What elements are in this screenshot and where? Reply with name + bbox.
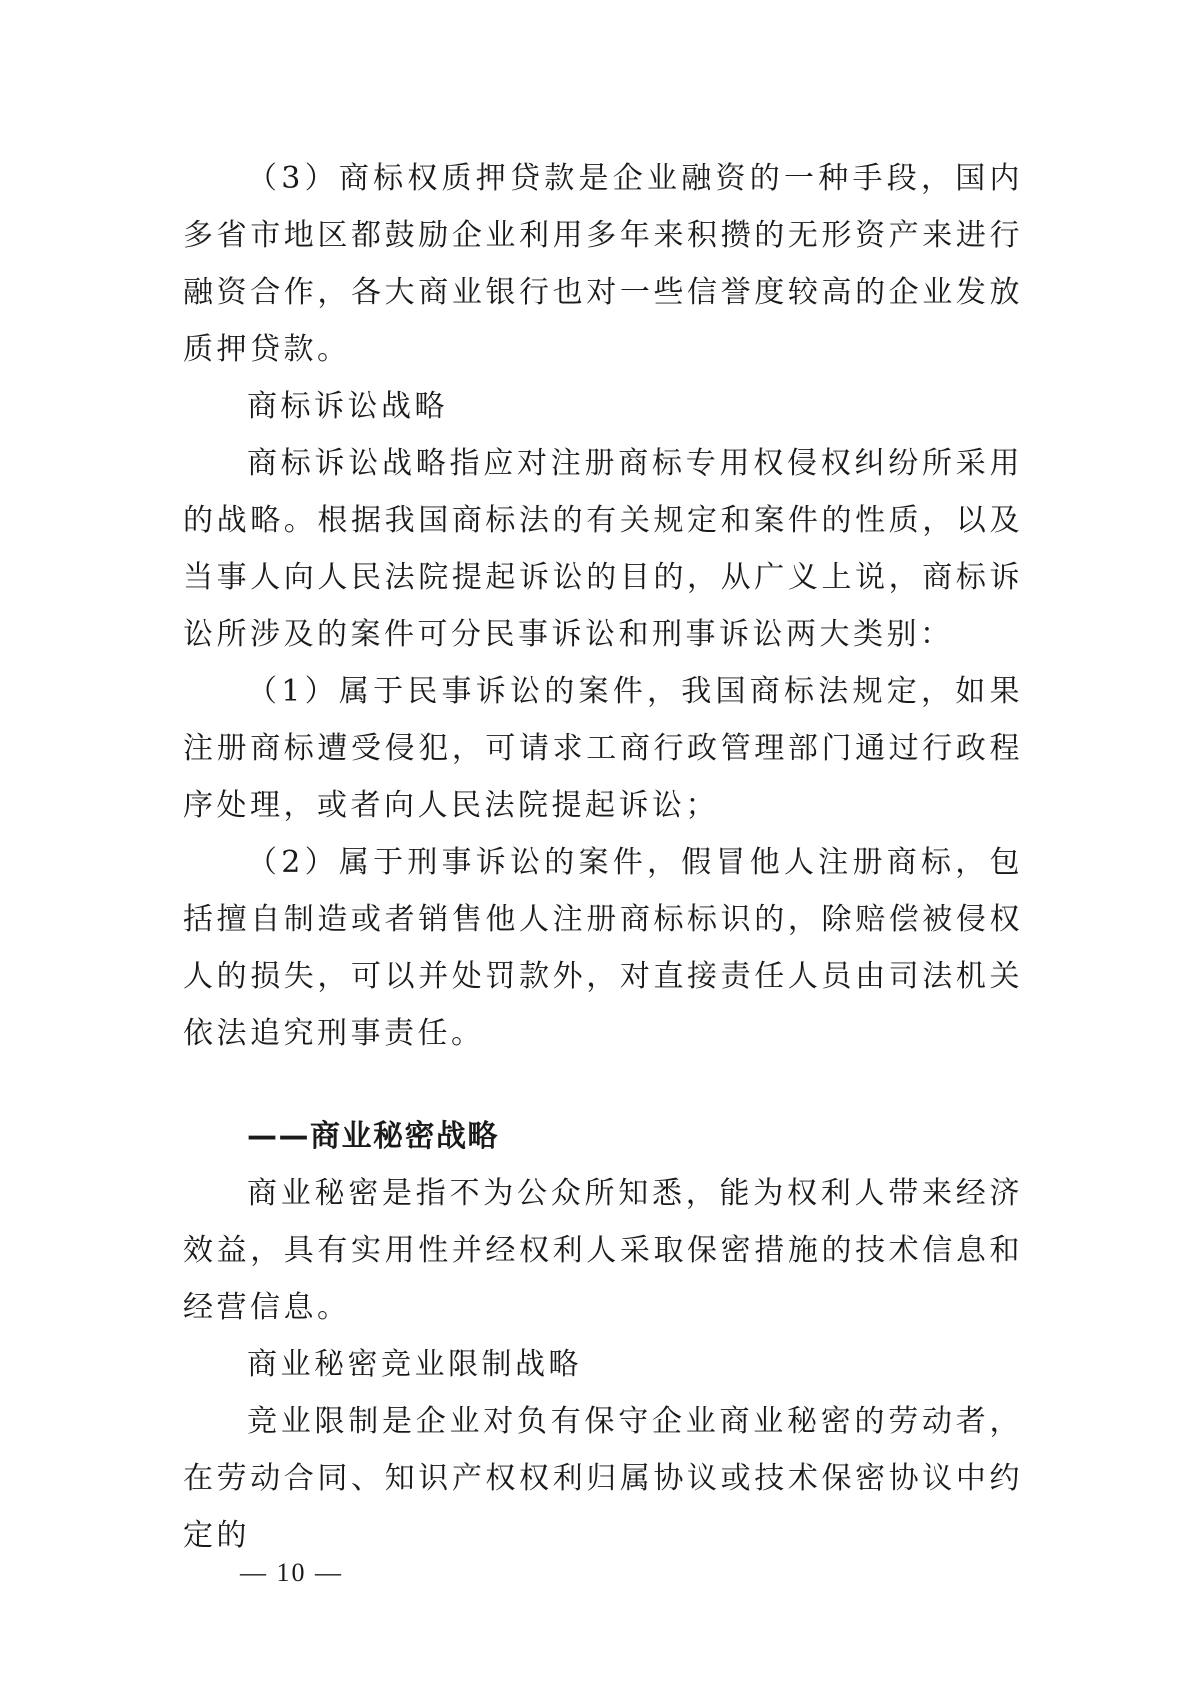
subhead-non-compete-strategy: 商业秘密竞业限制战略 [247,1347,582,1382]
page-number: — 10 — [240,1558,343,1587]
section-trade-secret-strategy: ——商业秘密战略 [247,1119,499,1154]
para-non-compete-definition: 竞业限制是企业对负有保守企业商业秘密的劳动者，在劳动合同、知识产权权利归属协议或技术保密协议中约定的 [183,1404,1023,1553]
para-civil-case: （1）属于民事诉讼的案件，我国商标法规定，如果注册商标遭受侵犯，可请求工商行政管理部门通过行政程序处理，或者向人民法院提起诉讼； [183,674,1023,823]
document-body [183,150,1023,1564]
para-trade-secret-definition: 商业秘密是指不为公众所知悉，能为权利人带来经济效益，具有实用性并经权利人采取保密措施的技术信息和经营信息。 [183,1176,1023,1325]
para-pledge-loan: （3）商标权质押贷款是企业融资的一种手段，国内多省市地区都鼓励企业利用多年来积攒的无形资产来进行融资合作，各大商业银行也对一些信誉度较高的企业发放质押贷款。 [183,161,1023,367]
para-criminal-case: （2）属于刑事诉讼的案件，假冒他人注册商标，包括擅自制造或者销售他人注册商标标识的，除赔偿被侵权人的损失，可以并处罚款外，对直接责任人员由司法机关依法追究刑事责任。 [183,845,1023,1051]
para-litigation-definition: 商标诉讼战略指应对注册商标专用权侵权纠纷所采用的战略。根据我国商标法的有关规定和案件的性质，以及当事人向人民法院提起诉讼的目的，从广义上说，商标诉讼所涉及的案件可分民事诉讼和刑事诉讼两大类别： [183,446,1023,652]
subhead-litigation-strategy: 商标诉讼战略 [247,389,448,424]
